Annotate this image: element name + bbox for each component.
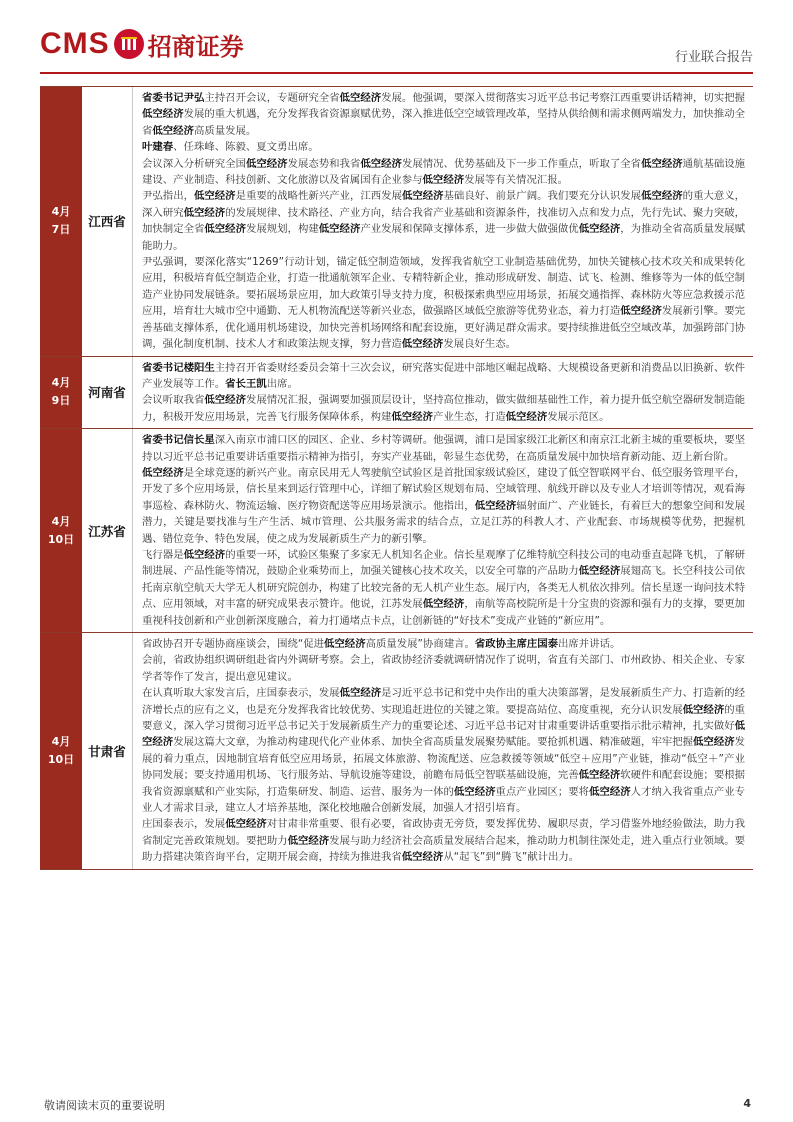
body-text: 尹弘强调，要深化落实“1269”行动计划，锚定低空制造领域，发挥我省航空工业制造基础优势，加快关键核心技术攻关和成果转化应用，积极培育低空制造企业，打造一批通航领军企业、专精特新企业，推动形成研发、制造、试飞、检测、维修等为一体的低空制造产业协同发展链条。要拓展场景应用，加大政策引导支持力度，积极探索典型应用场景，拓展交通指挥、森林防火等应急救援示范应用，培育壮大城市空中通勤、无人机物流配送等新兴业态，做强路区域低空旅游等优势业态，着力打造 [142, 256, 745, 318]
emphasis-text: 省政协主席庄国泰 [474, 638, 559, 650]
province-cell: 江苏省 [82, 429, 133, 632]
footer-disclaimer: 敬请阅读末页的重要说明 [44, 1099, 165, 1112]
page-header [40, 20, 753, 72]
emphasis-text: 低空经济 [453, 785, 496, 798]
date-cell [40, 357, 82, 429]
content-cell [133, 633, 753, 869]
emphasis-text: 低空经济 [183, 206, 226, 219]
report-type-label: 行业联合报告 [674, 50, 753, 65]
emphasis-text: 低空经济 [401, 190, 444, 203]
body-text: 对甘肃非常重要、很有必要，省政协责无旁贷，要发挥优势、履职尽责，学习借鉴外地经验做法，助力我省制定完善政策规划。要把助力 [142, 818, 746, 847]
body-text: 出席。 [266, 377, 298, 390]
content-paragraph [142, 432, 745, 465]
company-logo [40, 26, 244, 62]
emphasis-text: 低空经济 [474, 499, 517, 512]
body-text: 庄国泰表示，发展 [142, 818, 226, 831]
date-cell [40, 633, 82, 869]
date-month: 4月 [51, 205, 71, 219]
emphasis-text: 低空经济 [152, 124, 194, 137]
content-cell [133, 87, 753, 356]
body-text: 是习近平总书记和党中央作出的重大决策部署，是发展新质生产力、打造新的经济增长点的应有之义，也是充分发挥我省比较优势、实现追赶进位的关键之策。要提高站位、高度重视，充分认识发展 [142, 687, 746, 716]
header-divider [40, 72, 753, 74]
body-text: 软硬件和配套设施；要根据我省资源禀赋和产业实际，打造集研发、制造、运营、服务为一体的 [142, 769, 746, 798]
events-table [40, 86, 753, 870]
emphasis-text: 低空经济 [339, 92, 382, 104]
content-paragraph [142, 465, 745, 547]
date-cell [40, 429, 82, 632]
body-text: 深入南京市浦口区的园区、企业、乡村等调研。他强调，浦口是国家级江北新区和南京江北新主城的重要板块，要坚持以习近平总书记重要讲话重要指示精神为指引，夯实产业基础，彰显生态优势，在高质量发展中加快培育新动能、迈上新台阶。 [142, 434, 745, 463]
emphasis-text: 低空经济 [324, 638, 366, 650]
emphasis-text: 低空经济 [578, 565, 621, 578]
body-text: 发展的重大机遇，充分发挥我省资源禀赋优势，深入推进低空空域管理改革，坚持从供给侧和需求侧两端发力，加快推动全省 [142, 108, 746, 137]
body-text: 会前，省政协组织调研组赴省内外调研考察。会上，省政协经济委就调研情况作了说明，省直有关部门、市州政协、相关企业、专家学者等作了发言，提出意见建议。 [142, 654, 745, 683]
emphasis-text: 低空经济 [193, 190, 236, 203]
emphasis-text: 低空经济 [422, 174, 465, 187]
body-text: 发展的着力重点，因地制宜培育低空应用场景，拓展文体旅游、物流配送、应急救援等领域“低空＋应用”产业链，推动“低空＋”产业协同发展；要支持通用机场、飞行服务站、导航设施等建设，前瞻布局低空智联基础设施，完善 [142, 736, 746, 782]
body-text: 主持召开会议，专题研究全省 [204, 92, 340, 104]
body-text: 发展。他强调，要深入贯彻落实习近平总书记考察江西重要讲话精神，切实把握 [381, 92, 746, 104]
emphasis-text: 低空经济 [401, 338, 444, 351]
emphasis-text: 低空经济 [620, 305, 662, 318]
body-text: 基础良好、前景广阔。我们要充分认识发展 [443, 190, 642, 203]
date-cell [40, 87, 82, 356]
emphasis-text: 低空经济 [204, 394, 246, 407]
date-month: 4月 [51, 734, 71, 748]
body-text: 飞行器是 [142, 548, 184, 561]
emphasis-text: 低空经济 [183, 548, 226, 561]
event-row [40, 633, 753, 869]
body-text: 人才纳入我省重点产业专业人才需求目录，建立人才培养基地，深化校地融合创新发展，加强人才招引培育。 [142, 785, 746, 815]
emphasis-text: 叶建春 [142, 141, 174, 154]
emphasis-text: 低空经济 [422, 598, 465, 611]
content-cell [133, 429, 753, 632]
body-text: 发展与助力经济社会高质量发展结合起来，推动助力机制往深处走，进入重点行业领域。要助力搭建决策咨询平台，定期开展会商，持续为推进我省 [142, 834, 746, 864]
body-text: 省政协召开专题协商座谈会，围绕“促进 [142, 638, 325, 650]
content-paragraph [142, 360, 745, 393]
logo-chinese-text: 招商证券 [147, 31, 244, 61]
body-text: 产业发展和保障支撑体系，进一步做大做强做优 [360, 223, 579, 236]
body-text: 的重要一环，试验区集聚了多家无人机知名企业。信长星观摩了亿维特航空科技公司的电动垂直起降飞机，了解研制进展、产品性能等情况，鼓励企业乘势而上，加强关键核心技术攻关，以安全可靠的产品助力 [142, 548, 746, 578]
body-text: 重点产业园区；要将 [495, 785, 590, 798]
emphasis-text: 省委书记尹弘 [142, 92, 205, 104]
content-cell [133, 357, 753, 429]
emphasis-text: 低空经济 [682, 703, 725, 716]
emphasis-text: 低空经济 [142, 108, 184, 121]
body-text: 发展情况、优势基础及下一步工作重点，听取了全省 [401, 157, 642, 170]
body-text: 在认真听取大家发言后，庄国泰表示，发展 [142, 687, 340, 700]
emphasis-text: 省长王凯 [225, 377, 267, 390]
content-paragraph [142, 636, 745, 652]
emphasis-text: 低空经济 [589, 785, 631, 798]
body-text: 是重要的战略性新兴产业，江西发展 [235, 190, 402, 203]
event-row [40, 429, 753, 633]
emphasis-text: 省委书记信长星 [142, 434, 215, 447]
body-text: 发展态势和我省 [287, 157, 361, 170]
content-paragraph [142, 547, 745, 629]
content-paragraph [142, 816, 745, 865]
emphasis-text: 低空经济 [391, 410, 433, 423]
emphasis-text: 低空经济 [578, 223, 621, 236]
content-paragraph [142, 392, 745, 425]
body-text: 高质量发展”协商建言。 [365, 638, 475, 650]
emphasis-text: 低空经济 [225, 818, 267, 831]
emphasis-text: 低空经济 [245, 157, 288, 170]
body-text: 展翅高飞。长空科技公司依托南京航空航天大学无人机研究院创办，构建了比较完备的无人机产业生态。展厅内，各类无人机依次排列。信长星逐一询问技术特点、应用领域，对丰富的研究成果表示赞许。他说，江苏发展 [142, 565, 746, 611]
content-paragraph [142, 685, 745, 816]
body-text: ，南航等高校院所是十分宝贵的资源和强有力的支撑，要更加重视科技创新和产业创新深度融合，着力打通堵点卡点，让创新链的“好技术”变成产业链的“新应用”。 [142, 598, 746, 627]
emphasis-text: 低空经济 [505, 410, 548, 423]
body-text: 发展示范区。 [547, 410, 610, 423]
body-text: 发展良好生态。 [443, 338, 517, 351]
emphasis-text: 低空经济 [142, 466, 184, 479]
body-text: 发展等有关情况汇报。 [464, 174, 569, 187]
page-number: 4 [743, 1097, 751, 1110]
body-text: 是全球竞逐的新兴产业。南京民用无人驾驶航空试验区是首批国家级试验区，建设了低空智联网平台、低空服务管理平台，开发了多个应用场景，信长星来到运行管理中心，详细了解试验区规划布局、空域管理、航线开辟以及专业人才培训等情况，观看海事巡检、森林防火、物流运输、医疗物资配送等应用场景演示。他指出， [142, 466, 746, 512]
body-text: 高质量发展。 [193, 124, 257, 137]
body-text: 的重大意义，深入研究 [142, 190, 746, 219]
body-text: 发展新引擎。要完善基础支撑体系，优化通用机场建设，加快完善机场网络和配套设施，更好满足群众需求。要持续推进低空空域改革，加强跨部门协调，强化制度机制、技术人才和政策法规支撑，努力营造 [142, 305, 746, 351]
emphasis-text: 低空经济 [401, 851, 444, 864]
emphasis-text: 低空经济 [142, 720, 745, 749]
emphasis-text: 低空经济 [287, 834, 330, 847]
emphasis-text: 低空经济 [318, 223, 361, 236]
content-paragraph [142, 652, 745, 685]
date-day: 9日 [51, 394, 71, 408]
body-text: 辐射面广、产业链长，有着巨大的想象空间和发展潜力，关键是要找准与生产生活、城市管理、公共服务需求的结合点，立足江苏的科教人才、产业配套、市场规模等优势，把握机遇、错位竞争、特色发展，使之成为发展新质生产力的新引擎。 [142, 499, 746, 545]
body-text: 发展这篇大文章，为推动构建现代化产业体系、加快全省高质量发展聚势赋能。要抢抓机遇、精准破题，牢牢把握 [173, 736, 694, 749]
date-day: 10日 [47, 752, 75, 766]
event-row [40, 357, 753, 430]
body-text: 发展规划，构建 [245, 223, 319, 236]
province-cell: 河南省 [82, 357, 133, 429]
date-month: 4月 [51, 376, 71, 390]
content-paragraph [142, 254, 745, 352]
body-text: 尹弘指出， [142, 190, 194, 203]
body-text: 出席并讲话。 [558, 638, 621, 650]
logo-seal-icon [114, 29, 144, 59]
body-text: 的发展规律、技术路径、产业方向，结合我省产业基础和资源条件，找准切入点和发力点，先行先试、聚力突破，加快制定全省 [142, 206, 746, 236]
body-text: 从“起飞”到“腾飞”献计出力。 [443, 851, 580, 864]
emphasis-text: 低空经济 [204, 223, 246, 236]
emphasis-text: 低空经济 [578, 769, 621, 782]
content-paragraph [142, 188, 745, 254]
emphasis-text: 低空经济 [360, 157, 402, 170]
emphasis-text: 低空经济 [641, 190, 683, 203]
body-text: 会议听取我省 [142, 394, 205, 407]
date-day: 7日 [51, 223, 71, 237]
body-text: 、任珠峰、陈毅、夏文勇出席。 [173, 141, 319, 154]
content-paragraph [142, 139, 745, 155]
body-text: 的重要意义，深入学习贯彻习近平总书记关于发展新质生产力的重要论述、习近平总书记对甘肃重要讲话重要指示批示精神，扎实做好 [142, 703, 746, 733]
date-day: 10日 [47, 532, 75, 546]
content-paragraph [142, 156, 745, 189]
emphasis-text: 低空经济 [339, 687, 382, 700]
body-text: 通航基础设施建设、产业制造、科技创新、文化旅游以及省属国有企业参与 [142, 157, 746, 187]
body-text: ，为推动全省高质量发展赋能助力。 [142, 223, 746, 252]
body-text: 发展情况汇报，强调要加强顶层设计，坚持高位推动，做实做细基础性工作，着力提升低空航空器研发制造能力，积极开发应用场景，完善飞行服务保障体系，构建 [142, 394, 746, 423]
emphasis-text: 低空经济 [641, 157, 683, 170]
emphasis-text: 省委书记楼阳生 [142, 361, 215, 374]
province-cell: 江西省 [82, 87, 133, 356]
date-month: 4月 [51, 514, 71, 528]
body-text: 产业生态，打造 [432, 410, 506, 423]
body-text: 会议深入分析研究全国 [142, 157, 246, 170]
emphasis-text: 低空经济 [693, 736, 735, 749]
body-text: 主持召开省委财经委员会第十三次会议，研究落实促进中部地区崛起战略、大规模设备更新和消费品以旧换新、软件产业发展等工作。 [142, 361, 745, 390]
logo-cms-text: CMS [40, 27, 110, 60]
event-row [40, 87, 753, 357]
content-paragraph [142, 90, 745, 139]
province-cell: 甘肃省 [82, 633, 133, 869]
